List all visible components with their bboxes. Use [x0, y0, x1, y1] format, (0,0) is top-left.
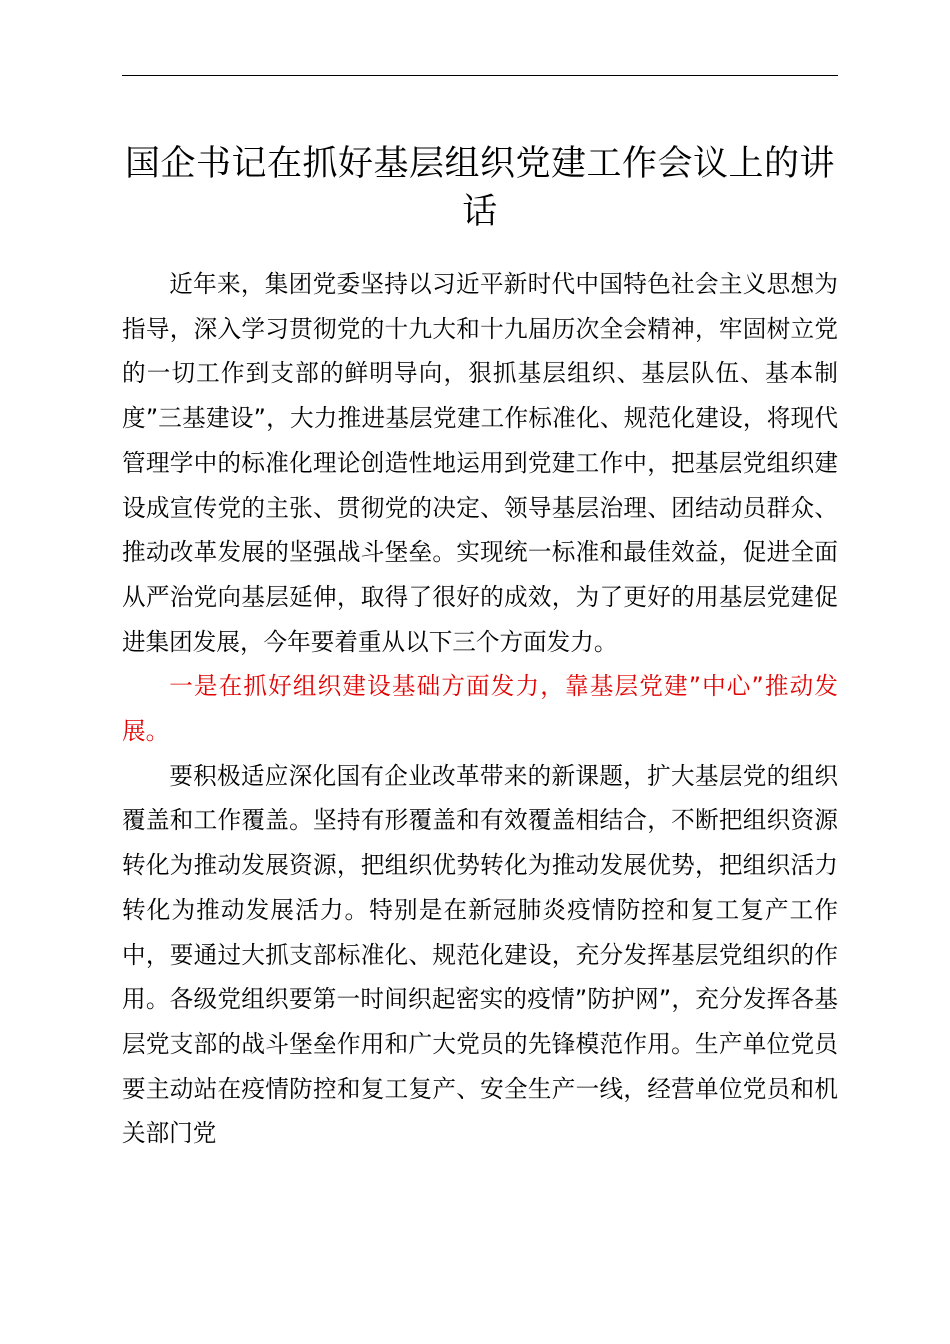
document-title: 国企书记在抓好基层组织党建工作会议上的讲话 [124, 144, 835, 232]
section-heading-one: 一是在抓好组织建设基础方面发力，靠基层党建”中心”推动发展。 [122, 672, 838, 746]
paragraph-intro: 近年来，集团党委坚持以习近平新时代中国特色社会主义思想为指导，深入学习贯彻党的十九大和十九届历次全会精神，牢固树立党的一切工作到支部的鲜明导向，狠抓基层组织、基层队伍、基本制度”三基建设”，大力推进基层党建工作标准化、规范化建设，将现代管理学中的标准化理论创造性地运用到党建工作中，把基层党组织建设成宣传党的主张、贯彻党的决定、领导基层治理、团结动员群众、推动改革发展的坚强战斗堡垒。实现统一标准和最佳效益，促进全面从严治党向基层延伸，取得了很好的成效，为了更好的用基层党建促进集团发展，今年要着重从以下三个方面发力。 [122, 270, 838, 656]
document-body [122, 262, 838, 1156]
paragraph-section-one: 要积极适应深化国有企业改革带来的新课题，扩大基层党的组织覆盖和工作覆盖。坚持有形覆盖和有效覆盖相结合，不断把组织资源转化为推动发展资源，把组织优势转化为推动发展优势，把组织活力转化为推动发展活力。特别是在新冠肺炎疫情防控和复工复产工作中，要通过大抓支部标准化、规范化建设，充分发挥基层党组织的作用。各级党组织要第一时间织起密实的疫情”防护网”，充分发挥各基层党支部的战斗堡垒作用和广大党员的先锋模范作用。生产单位党员要主动站在疫情防控和复工复产、安全生产一线，经营单位党员和机关部门党 [122, 761, 838, 1148]
header-rule [122, 75, 838, 76]
